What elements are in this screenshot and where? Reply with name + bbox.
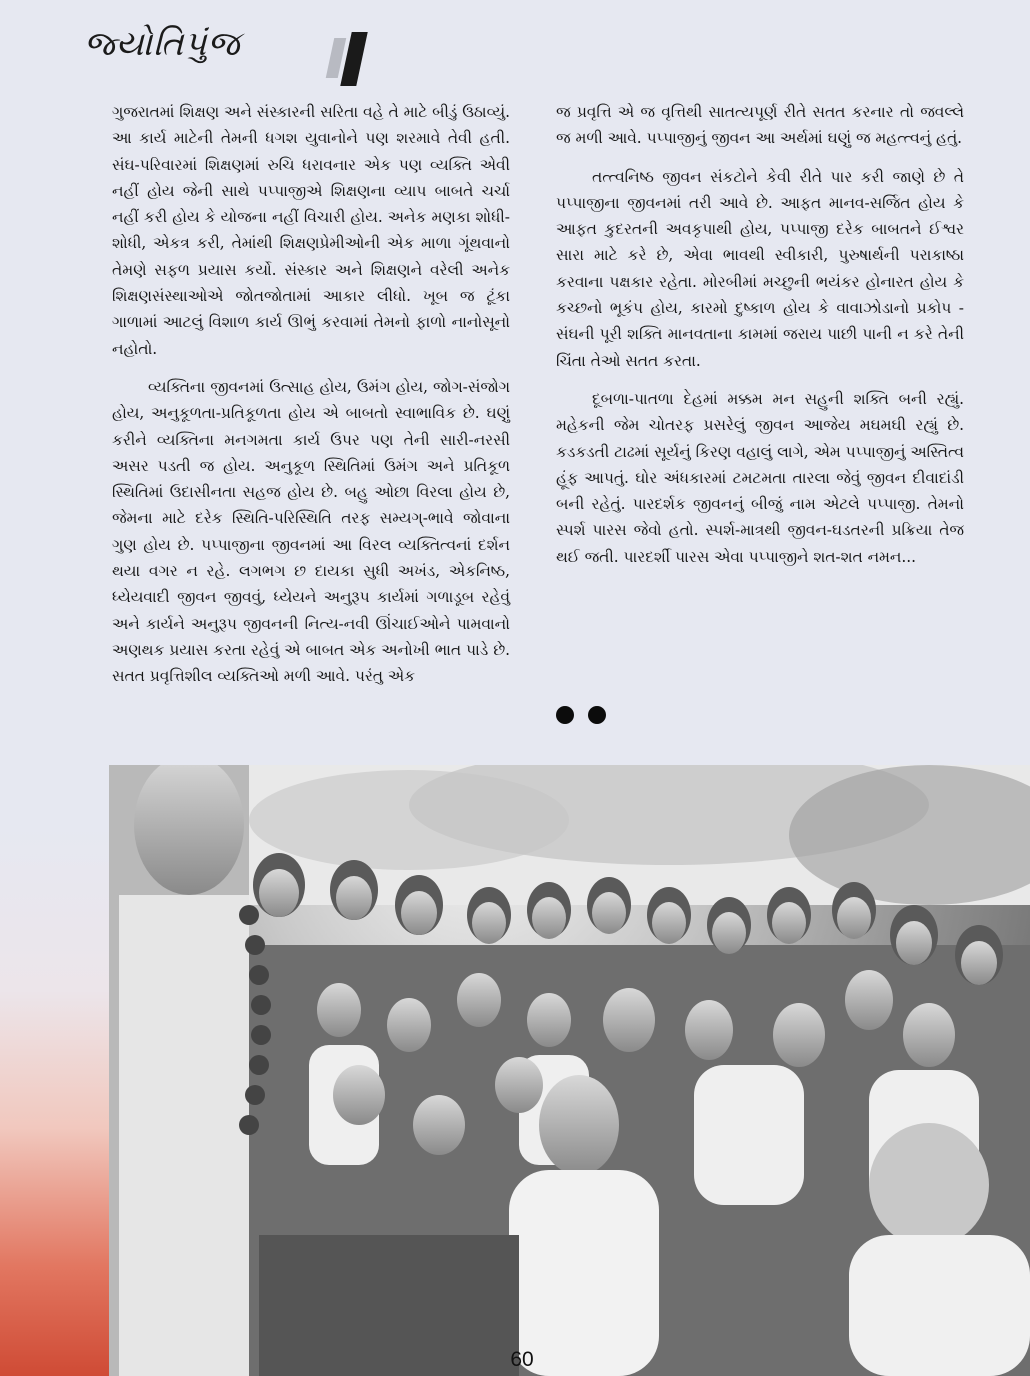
paragraph: તત્ત્વનિષ્ઠ જીવન સંકટોને કેવી રીતે પાર કરી જાણે છે તે પપ્પાજીના જીવનમાં તરી આવે છે. આફત માનવ-સર્જિત હોય કે આફત કુદરતની અવકૃપાથી હોય, પપ્પાજી દરેક બાબતને ઈશ્વર સારા માટે કરે છે, એવા ભાવથી સ્વીકારી, પુરુષાર્થની પરાકાષ્ઠા કરવાના પક્ષકાર રહેતા. મોરબીમાં મચ્છુની ભયંકર હોનારત હોય કે કચ્છનો ભૂકંપ હોય, કારમો દુષ્કાળ હોય કે વાવાઝોડાનો પ્રકોપ - સંઘની પૂરી શક્તિ માનવતાના કામમાં જરાય પાછી પાની ન કરે તેની ચિંતા તેઓ સતત કરતા.	[556, 167, 964, 370]
group-photo	[109, 765, 1030, 1376]
paragraph: ગુજરાતમાં શિક્ષણ અને સંસ્કારની સરિતા વહે તે માટે બીડું ઉઠાવ્યું. આ કાર્ય માટેની તેમની ધગશ યુવાનોને પણ શરમાવે તેવી હતી. સંઘ-પરિવારમાં શિક્ષણમાં રુચિ ધરાવનાર એક પણ વ્યક્તિ એવી નહીં હોય જેની સાથે પપ્પાજીએ શિક્ષણના વ્યાપ બાબતે ચર્ચા નહીં કરી હોય કે યોજના નહીં વિચારી હોય. અનેક મણકા શોધી-શોધી, એકત્ર કરી, તેમાંથી શિક્ષણપ્રેમીઓની એક માળા ગૂંથવાનો તેમણે સફળ પ્રયાસ કર્યો. સંસ્કાર અને શિક્ષણને વરેલી અનેક શિક્ષણસંસ્થાઓએ જોતજોતામાં આકાર લીધો. ખૂબ જ ટૂંકા ગાળામાં આટલું વિશાળ કાર્ય ઊભું કરવામાં તેમનો ફાળો નાનોસૂનો નહોતો.	[112, 103, 510, 358]
paragraph: દૂબળા-પાતળા દેહમાં મક્કમ મન સહુની શક્તિ બની રહ્યું. મહેકની જેમ ચોતરફ પ્રસરેલું જીવન આજેય મઘમઘી રહ્યું છે. કડકડતી ટાઢમાં સૂર્યનું કિરણ વહાલું લાગે, એમ પપ્પાજીનું અસ્તિત્વ હૂંફ આપતું. ઘોર અંધકારમાં ટમટમતા તારલા જેવું જીવન દીવાદાંડી બની રહેતું. પારદર્શક જીવનનું બીજું નામ એટલે પપ્પાજી. તેમનો સ્પર્શ પારસ જેવો હતો. સ્પર્શ-માત્રથી જીવન-ઘડતરની પ્રક્રિયા તેજ થઈ જતી. પારદર્શી પારસ એવા પપ્પાજીને શત-શત નમન...	[556, 389, 964, 566]
section-header	[84, 22, 324, 78]
paragraph: વ્યક્તિના જીવનમાં ઉત્સાહ હોય, ઉમંગ હોય, જોગ-સંજોગ હોય, અનુકૂળતા-પ્રતિકૂળતા હોય એ બાબતો સ્વાભાવિક છે. ઘણું કરીને વ્યક્તિના મનગમતા કાર્ય ઉપર પણ તેની સારી-નરસી અસર પડતી જ હોય. અનુકૂળ સ્થિતિમાં ઉમંગ અને પ્રતિકૂળ સ્થિતિમાં ઉદાસીનતા સહજ હોય છે. બહુ ઓછા વિરલા હોય છે, જેમના માટે દરેક સ્થિતિ-પરિસ્થિતિ તરફ સમ્યગ્-ભાવે જોવાના ગુણ હોય છે. પપ્પાજીના જીવનમાં આ વિરલ વ્યક્તિત્વનાં દર્શન થયા વગર ન રહે. લગભગ છ દાયકા સુધી અખંડ, એકનિષ્ઠ, ધ્યેયવાદી જીવન જીવવું, ધ્યેયને અનુરૂપ કાર્યમાં ગળાડૂબ રહેવું અને કાર્યને અનુરૂપ જીવનની નિત્ય-નવી ઊંચાઈઓને પામવાનો અણથક પ્રયાસ કરતા રહેવું એ બાબત એક અનોખી ભાત પાડે છે. સતત પ્રવૃત્તિશીલ વ્યક્તિઓ મળી આવે. પરંતુ એક	[112, 377, 510, 686]
section-end-marker	[556, 706, 620, 728]
page-number: 60	[510, 1348, 534, 1371]
group-photo-illustration	[109, 765, 1030, 1376]
bullet-dot	[588, 706, 606, 724]
left-text-column	[112, 99, 510, 702]
bullet-dot	[556, 706, 574, 724]
section-title: જ્યોતિપુંજ	[84, 24, 241, 64]
right-text-column	[556, 99, 964, 582]
paragraph: જ પ્રવૃત્તિ એ જ વૃત્તિથી સાતત્યપૂર્ણ રીતે સતત કરનાર તો જવલ્લે જ મળી આવે. પપ્પાજીનું જીવન આ અર્થમાં ઘણું જ મહત્ત્વનું હતું.	[556, 103, 964, 148]
